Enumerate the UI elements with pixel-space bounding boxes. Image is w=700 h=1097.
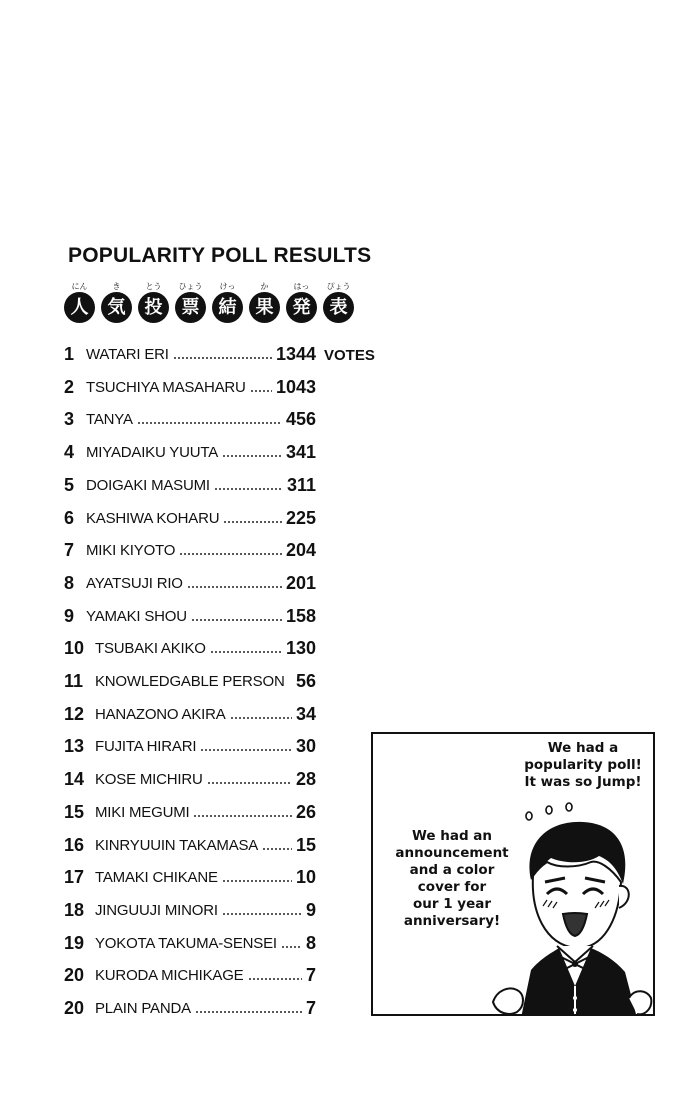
- kanji-cell: [99, 281, 134, 323]
- kanji-cell: [136, 281, 171, 323]
- rank-number: 7: [64, 540, 75, 560]
- rank-number: 4: [64, 442, 75, 462]
- furigana: とう: [145, 282, 162, 291]
- furigana: か: [260, 282, 269, 291]
- rank-number: 16: [64, 835, 85, 855]
- manga-panel: [371, 732, 655, 1016]
- vote-count: 456: [285, 409, 316, 429]
- leader-dots: [248, 978, 302, 980]
- candidate-name: YAMAKI SHOU: [86, 608, 187, 625]
- vote-count: 311: [286, 475, 316, 495]
- furigana: ひょう: [178, 282, 203, 291]
- vote-count: 204: [285, 540, 316, 560]
- vote-count: 201: [285, 573, 316, 593]
- leader-dots: [230, 717, 292, 719]
- kanji-title: [62, 281, 356, 323]
- candidate-name: AYATSUJI RIO: [86, 575, 183, 592]
- candidate-name: TAMAKI CHIKANE: [95, 869, 218, 886]
- leader-dots: [137, 422, 282, 424]
- vote-count: 1043: [275, 377, 316, 397]
- vote-count: 15: [295, 835, 316, 855]
- rank-number: 5: [64, 475, 75, 495]
- furigana: はっ: [293, 282, 310, 291]
- rank-number: 17: [64, 867, 85, 887]
- vote-count: 28: [295, 769, 316, 789]
- kanji-cell: [62, 281, 97, 323]
- kanji-cell: [284, 281, 319, 323]
- kanji-cell: [321, 281, 356, 323]
- candidate-name: TSUCHIYA MASAHARU: [86, 379, 246, 396]
- speech-bubble-top: We had a popularity poll! It was so Jump!: [524, 740, 642, 790]
- kanji-cell: [210, 281, 245, 323]
- kanji-char: 果: [249, 292, 280, 323]
- candidate-name: FUJITA HIRARI: [95, 738, 197, 755]
- rank-number: 20: [64, 965, 85, 985]
- leader-dots: [200, 749, 292, 751]
- rank-number: 2: [64, 377, 75, 397]
- rank-number: 13: [64, 736, 85, 756]
- vote-count: 341: [285, 442, 316, 462]
- vote-count: 1344: [275, 344, 316, 364]
- page-title: POPULARITY POLL RESULTS: [68, 244, 372, 267]
- vote-count: 10: [295, 867, 316, 887]
- candidate-name: MIKI MEGUMI: [95, 804, 190, 821]
- character-illustration: [491, 802, 655, 1016]
- leader-dots: [173, 357, 272, 359]
- kanji-char: 表: [323, 292, 354, 323]
- kanji-char: 投: [138, 292, 169, 323]
- vote-count: 34: [295, 704, 316, 724]
- leader-dots: [281, 946, 302, 948]
- leader-dots: [187, 586, 282, 588]
- leader-dots: [222, 455, 282, 457]
- furigana: けっ: [219, 282, 236, 291]
- rank-number: 3: [64, 409, 75, 429]
- rank-number: 10: [64, 638, 85, 658]
- sweat-drop: [526, 812, 532, 820]
- rank-number: 18: [64, 900, 85, 920]
- rank-number: 11: [64, 671, 84, 691]
- candidate-name: KURODA MICHIKAGE: [95, 967, 244, 984]
- kanji-char: 気: [101, 292, 132, 323]
- sweat-drop: [546, 806, 552, 814]
- candidate-name: TSUBAKI AKIKO: [95, 640, 206, 657]
- kanji-char: 人: [64, 292, 95, 323]
- candidate-name: KNOWLEDGABLE PERSON: [95, 673, 285, 690]
- speech-bubble-left: We had an announcement and a color cover for our 1 year anniversary!: [395, 828, 509, 929]
- rank-number: 20: [64, 998, 85, 1018]
- kanji-cell: [173, 281, 208, 323]
- leader-dots: [210, 651, 282, 653]
- vote-count: 26: [295, 802, 316, 822]
- vote-count: 130: [285, 638, 316, 658]
- candidate-name: MIKI KIYOTO: [86, 542, 176, 559]
- candidate-name: MIYADAIKU YUUTA: [86, 444, 219, 461]
- leader-dots: [207, 782, 292, 784]
- rank-number: 15: [64, 802, 85, 822]
- candidate-name: YOKOTA TAKUMA-SENSEI: [95, 935, 277, 952]
- vote-count: 225: [285, 508, 316, 528]
- candidate-name: JINGUUJI MINORI: [95, 902, 218, 919]
- candidate-name: KINRYUUIN TAKAMASA: [95, 837, 259, 854]
- vote-count: 56: [295, 671, 316, 691]
- furigana: にん: [71, 282, 88, 291]
- rank-number: 6: [64, 508, 75, 528]
- vote-count: 7: [305, 998, 316, 1018]
- ear: [619, 886, 629, 908]
- kanji-char: 結: [212, 292, 243, 323]
- vote-count: 30: [295, 736, 316, 756]
- candidate-name: PLAIN PANDA: [95, 1000, 191, 1017]
- candidate-name: KASHIWA KOHARU: [86, 510, 220, 527]
- leader-dots: [179, 553, 282, 555]
- rank-number: 12: [64, 704, 85, 724]
- leader-dots: [214, 488, 283, 490]
- sweat-drop: [566, 803, 572, 811]
- candidate-name: HANAZONO AKIRA: [95, 706, 226, 723]
- leader-dots: [223, 521, 282, 523]
- furigana: き: [112, 282, 121, 291]
- kanji-char: 発: [286, 292, 317, 323]
- rank-number: 14: [64, 769, 85, 789]
- vote-count: 8: [305, 933, 316, 953]
- rank-number: 9: [64, 606, 75, 626]
- vote-count: 9: [305, 900, 316, 920]
- leader-dots: [222, 880, 292, 882]
- furigana: ぴょう: [326, 282, 351, 291]
- leader-dots: [195, 1011, 302, 1013]
- rank-number: 1: [64, 344, 75, 364]
- rank-number: 8: [64, 573, 75, 593]
- leader-dots: [191, 619, 282, 621]
- leader-dots: [222, 913, 302, 915]
- kanji-char: 票: [175, 292, 206, 323]
- candidate-name: WATARI ERI: [86, 346, 169, 363]
- leader-dots: [250, 390, 272, 392]
- leader-dots: [193, 815, 292, 817]
- rank-number: 19: [64, 933, 85, 953]
- votes-unit-label: VOTES: [324, 347, 375, 364]
- candidate-name: KOSE MICHIRU: [95, 771, 203, 788]
- vote-count: 7: [305, 965, 316, 985]
- candidate-name: TANYA: [86, 411, 133, 428]
- candidate-name: DOIGAKI MASUMI: [86, 477, 210, 494]
- hand: [493, 989, 523, 1014]
- kanji-cell: [247, 281, 282, 323]
- vote-count: 158: [285, 606, 316, 626]
- leader-dots: [262, 848, 292, 850]
